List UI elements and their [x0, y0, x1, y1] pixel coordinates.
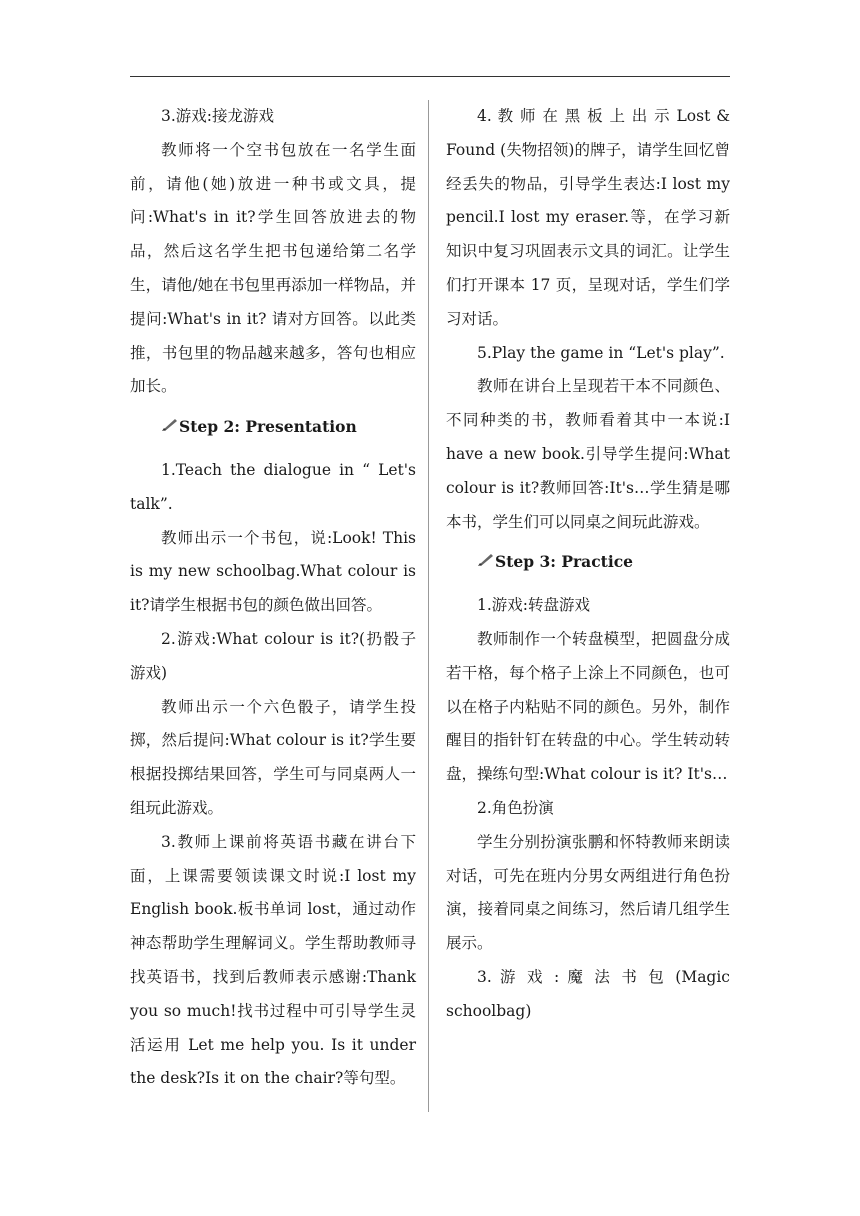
paragraph: 1.Teach the dialogue in “ Let's talk”.: [130, 460, 416, 513]
paragraph: 教师制作一个转盘模型，把圆盘分成若干格，每个格子上涂上不同颜色，也可以在格子内粘贴不同的颜色。另外，制作醒目的指针钉在转盘的中心。学生转动转盘，操练句型:What colour is it? It's…: [446, 629, 730, 784]
paragraph: 3.教师上课前将英语书藏在讲台下面，上课需要领读课文时说:I lost my English book.板书单词 lost，通过动作神态帮助学生理解词义。学生帮助教师寻找英语书，找到后教师表示感谢:Thank you so much!找书过程中可引导学生灵活运用 Let me help you. Is it under the desk?Is it on the chair?等句型。: [130, 832, 416, 1088]
section-heading: [130, 410, 416, 444]
section-heading-label: Step 2: Presentation: [179, 417, 357, 437]
pen-icon: [161, 410, 179, 444]
paragraph: 1.游戏:转盘游戏: [477, 596, 591, 615]
paragraph: 2.角色扮演: [477, 798, 554, 817]
header-rule: [130, 76, 730, 77]
section-heading: [446, 545, 730, 579]
paragraph: 教师将一个空书包放在一名学生面前，请他(她)放进一种书或文具，提问:What's in it?学生回答放进去的物品，然后这名学生把书包递给第二名学生，请他/她在书包里再添加一样物品，并提问:What's in it? 请对方回答。以此类推，书包里的物品越来越多，答句也相应加长。: [130, 140, 416, 396]
column-divider: [428, 100, 429, 1112]
left-column: [130, 100, 416, 1096]
pen-icon: [477, 545, 495, 579]
section-heading-label: Step 3: Practice: [495, 552, 634, 572]
paragraph: 教师出示一个六色骰子，请学生投掷，然后提问:What colour is it?学生要根据投掷结果回答，学生可与同桌两人一组玩此游戏。: [130, 697, 416, 817]
paragraph: 2.游戏:What colour is it?(扔骰子游戏): [130, 629, 416, 682]
paragraph: 学生分别扮演张鹏和怀特教师来朗读对话，可先在班内分男女两组进行角色扮演，接着同桌之间练习，然后请几组学生展示。: [446, 832, 730, 953]
right-column: [446, 100, 730, 1029]
paragraph: 4. 教 师 在 黑 板 上 出 示 Lost & Found (失物招领)的牌子，请学生回忆曾经丢失的物品，引导学生表达:I lost my pencil.I lost my eraser.等，在学习新知识中复习巩固表示文具的词汇。让学生们打开课本 17 页，呈现对话，学生们学习对话。: [446, 107, 730, 328]
paragraph: 3. 游 戏 : 魔 法 书 包 (Magic schoolbag): [446, 967, 730, 1020]
paragraph: 3.游戏:接龙游戏: [161, 107, 275, 125]
paragraph: 教师出示一个书包，说:Look! This is my new schoolbag.What colour is it?请学生根据书包的颜色做出回答。: [130, 528, 416, 615]
paragraph: 5.Play the game in “Let's play”.: [477, 343, 725, 362]
paragraph: 教师在讲台上呈现若干本不同颜色、不同种类的书，教师看着其中一本说:I have a new book.引导学生提问:What colour is it?教师回答:It's…学生猜是哪本书，学生们可以同桌之间玩此游戏。: [446, 377, 730, 531]
